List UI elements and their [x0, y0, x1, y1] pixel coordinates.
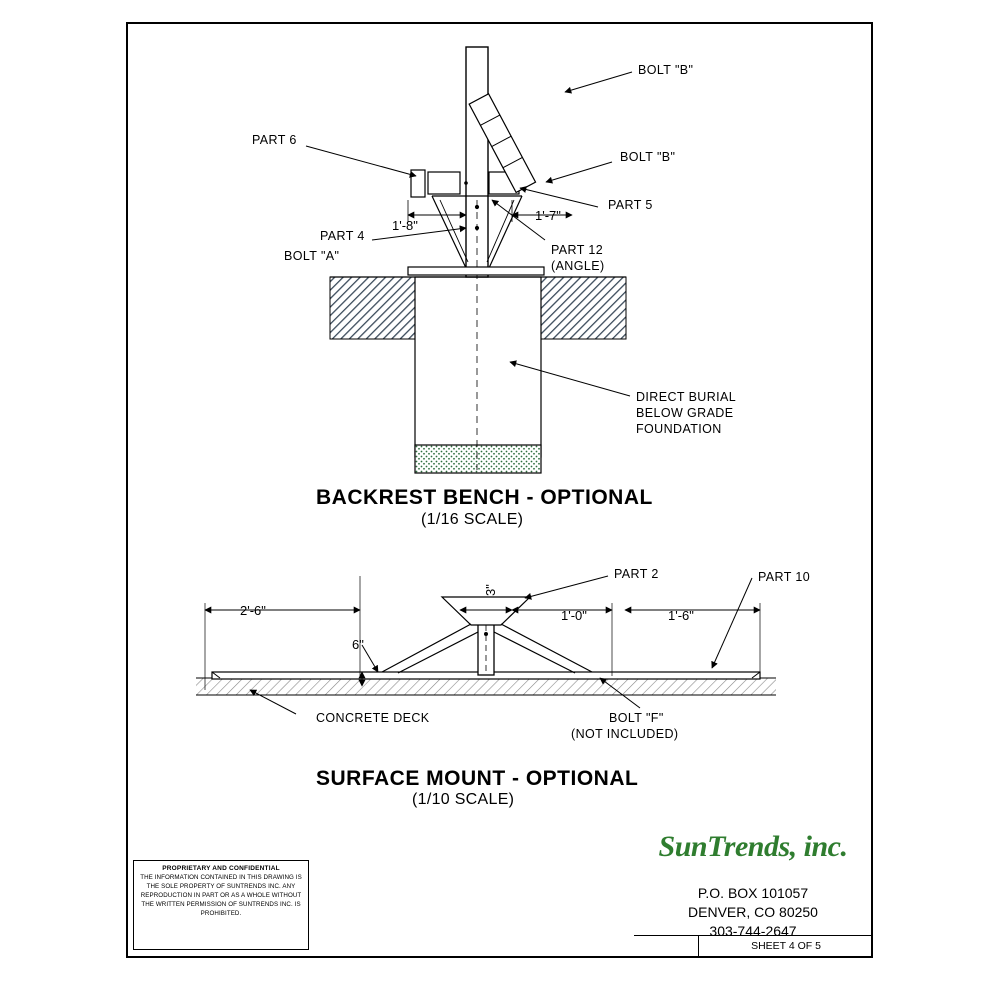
- callout-bolt-a: BOLT "A": [284, 249, 340, 263]
- callout-foundation-line-3: FOUNDATION: [636, 422, 722, 436]
- callout-concrete-deck: CONCRETE DECK: [316, 711, 430, 725]
- company-address: [634, 884, 872, 941]
- callout-foundation-line-2: BELOW GRADE: [636, 406, 734, 420]
- sheet-number: SHEET 4 OF 5: [751, 940, 821, 952]
- callout-part-4: PART 4: [320, 229, 365, 243]
- view-title-backrest: BACKREST BENCH - OPTIONAL: [316, 486, 653, 509]
- address-line-3: 303-744-2647: [709, 922, 797, 939]
- view-title-surface-mount: SURFACE MOUNT - OPTIONAL: [316, 767, 639, 790]
- callout-bolt-b-lower: BOLT "B": [620, 150, 676, 164]
- callout-part-5: PART 5: [608, 198, 653, 212]
- company-logo-text: SunTrends, inc.: [658, 830, 848, 863]
- proprietary-note: [133, 860, 309, 950]
- proprietary-body: THE INFORMATION CONTAINED IN THIS DRAWING IS THE SOLE PROPERTY OF SUNTRENDS INC. ANY REPRODUCTION IN PART OR AS A WHOLE WITHOUT THE WRITTEN PERMISSION OF SUNTRENDS INC. IS PROHIBITED.: [140, 874, 302, 917]
- callout-part-2: PART 2: [614, 567, 659, 581]
- company-logo: [634, 830, 872, 878]
- view-scale-backrest: (1/16 SCALE): [421, 511, 524, 528]
- callout-part-10: PART 10: [758, 570, 811, 584]
- callout-part-12-angle: (ANGLE): [551, 259, 605, 273]
- callout-bolt-f-note: (NOT INCLUDED): [571, 727, 679, 741]
- callout-foundation-line-1: DIRECT BURIAL: [636, 390, 737, 404]
- address-line-1: P.O. BOX 101057: [697, 885, 809, 901]
- dimension-6in: 6": [352, 637, 364, 652]
- sheet-number-row: [634, 935, 872, 957]
- callout-part-6: PART 6: [252, 133, 297, 147]
- proprietary-title: PROPRIETARY AND CONFIDENTIAL: [162, 865, 280, 872]
- dimension-1ft0in: 1'-0": [561, 608, 587, 623]
- address-line-2: DENVER, CO 80250: [688, 903, 818, 920]
- callout-part-12: PART 12: [551, 243, 604, 257]
- dimension-1ft7in: 1'-7": [535, 208, 561, 223]
- dimension-1ft6in: 1'-6": [668, 608, 694, 623]
- callout-bolt-b-upper: BOLT "B": [638, 63, 694, 77]
- dimension-2ft6in: 2'-6": [240, 603, 266, 618]
- sheet-row-divider: [698, 936, 699, 957]
- callout-bolt-f: BOLT "F": [609, 711, 664, 725]
- dimension-3in: 3": [483, 584, 498, 596]
- view-scale-surface-mount: (1/10 SCALE): [412, 791, 515, 808]
- dimension-1ft8in: 1'-8": [392, 218, 418, 233]
